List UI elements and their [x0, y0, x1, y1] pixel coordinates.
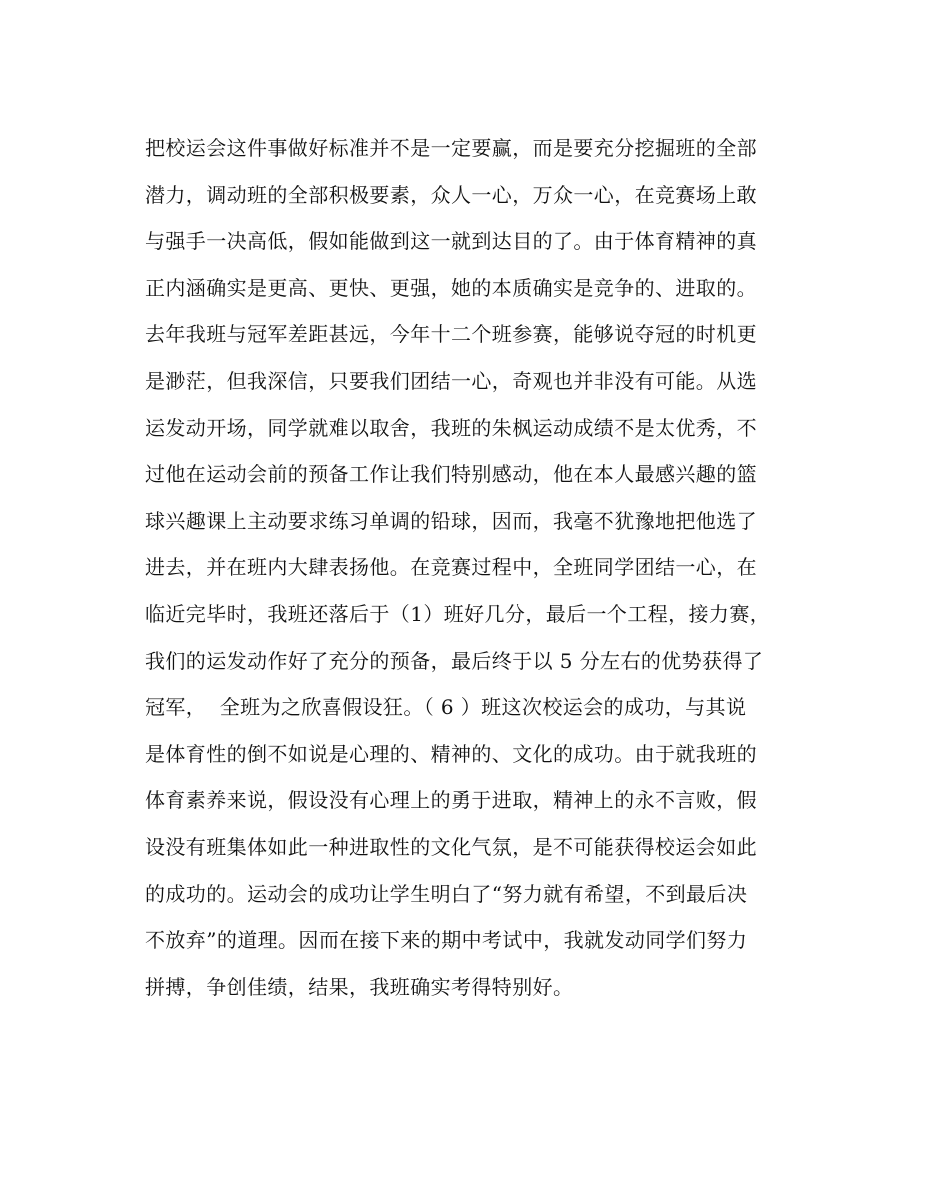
paragraph-line: 运发动开场，同学就难以取舍，我班的朱枫运动成绩不是太优秀，不: [145, 415, 757, 440]
paragraph-line: 球兴趣课上主动要求练习单调的铅球，因而，我毫不犹豫地把他选了: [145, 508, 757, 533]
paragraph-line: 冠军， 全班为之欣喜假设狂。（ 6 ）班这次校运会的成功，与其说: [145, 695, 747, 720]
paragraph-line: 是渺茫，但我深信，只要我们团结一心，奇观也并非没有可能。从选: [145, 368, 757, 393]
paragraph-line: 与强手一决高低，假如能做到这一就到达目的了。由于体育精神的真: [145, 229, 757, 254]
paragraph-line: 设没有班集体如此一种进取性的文化气氛，是不可能获得校运会如此: [145, 834, 757, 859]
paragraph-line: 正内涵确实是更高、更快、更强，她的本质确实是竞争的、进取的。: [145, 275, 757, 300]
paragraph-line: 是体育性的倒不如说是心理的、精神的、文化的成功。由于就我班的: [145, 741, 757, 766]
paragraph-line: 我们的运发动作好了充分的预备，最后终于以 5 分左右的优势获得了: [145, 648, 764, 673]
paragraph-line: 体育素养来说，假设没有心理上的勇于进取，精神上的永不言败，假: [145, 788, 757, 813]
paragraph-line: 进去，并在班内大肆表扬他。在竞赛过程中，全班同学团结一心，在: [145, 555, 757, 580]
paragraph-line: 拼搏，争创佳绩，结果，我班确实考得特别好。: [145, 974, 574, 999]
paragraph-line: 潜力，调动班的全部积极要素，众人一心，万众一心，在竞赛场上敢: [145, 182, 757, 207]
paragraph-line: 不放弃”的道理。因而在接下来的期中考试中，我就发动同学们努力: [145, 928, 748, 953]
paragraph: [145, 125, 815, 1010]
paragraph-line: 把校运会这件事做好标准并不是一定要赢，而是要充分挖掘班的全部: [145, 136, 757, 160]
paragraph-line: 过他在运动会前的预备工作让我们特别感动，他在本人最感兴趣的篮: [145, 462, 757, 487]
paragraph-line: 去年我班与冠军差距甚远，今年十二个班参赛，能够说夺冠的时机更: [145, 322, 757, 347]
paragraph-line: 临近完毕时，我班还落后于（1）班好几分，最后一个工程，接力赛，: [145, 601, 771, 626]
paragraph-line: 的成功的。运动会的成功让学生明白了“努力就有希望，不到最后决: [145, 881, 748, 906]
